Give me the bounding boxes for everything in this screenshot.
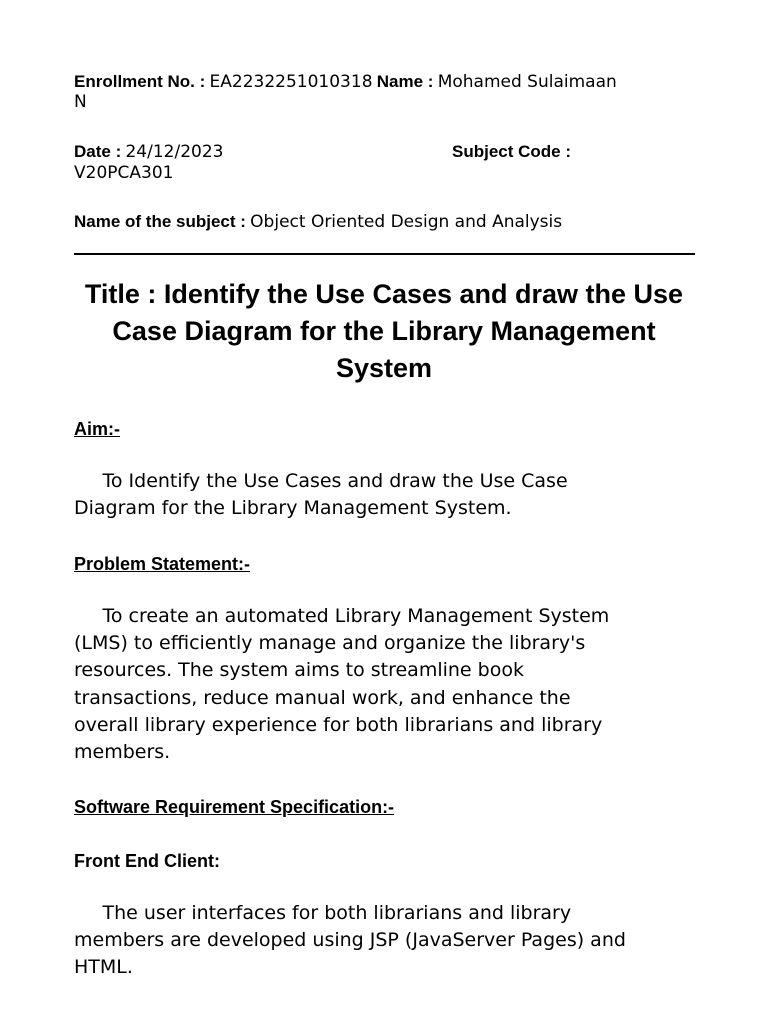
date-label: Date : bbox=[74, 142, 122, 161]
aim-heading: Aim:- bbox=[74, 419, 120, 439]
enrollment-line bbox=[74, 72, 698, 92]
name-label: Name : bbox=[376, 72, 434, 91]
name-value: Mohamed Sulaimaan bbox=[437, 72, 617, 92]
name-value-continued: N bbox=[74, 92, 87, 112]
date-line bbox=[74, 142, 698, 162]
problem-statement-text: To create an automated Library Management System (LMS) to efficiently manage and organize the library's resources. The system aims to streamline book transactions, reduce manual work, and enhance the overall library experience for both librarians and library members. bbox=[74, 605, 610, 764]
enrollment-value: EA2232251010318 bbox=[209, 72, 373, 92]
front-end-text: The user interfaces for both librarians and library members are developed using JSP (JavaServer Pages) and HTML. bbox=[74, 902, 626, 979]
document-title: Title : Identify the Use Cases and draw the Use Case Diagram for the Library Management System bbox=[84, 279, 684, 383]
subject-code-label: Subject Code : bbox=[452, 142, 572, 161]
front-end-heading: Front End Client: bbox=[74, 851, 220, 871]
problem-statement-heading: Problem Statement:- bbox=[74, 554, 251, 574]
aim-text: To Identify the Use Cases and draw the Use Case Diagram for the Library Management System. bbox=[74, 470, 568, 520]
subject-name-label: Name of the subject : bbox=[74, 212, 246, 231]
header-divider bbox=[74, 253, 695, 255]
date-value: 24/12/2023 bbox=[125, 142, 224, 162]
subject-name-line bbox=[74, 212, 698, 232]
enrollment-label: Enrollment No. : bbox=[74, 72, 206, 91]
subject-name-value: Object Oriented Design and Analysis bbox=[250, 212, 563, 232]
srs-heading: Software Requirement Specification:- bbox=[74, 797, 395, 817]
subject-code-value: V20PCA301 bbox=[74, 163, 174, 183]
